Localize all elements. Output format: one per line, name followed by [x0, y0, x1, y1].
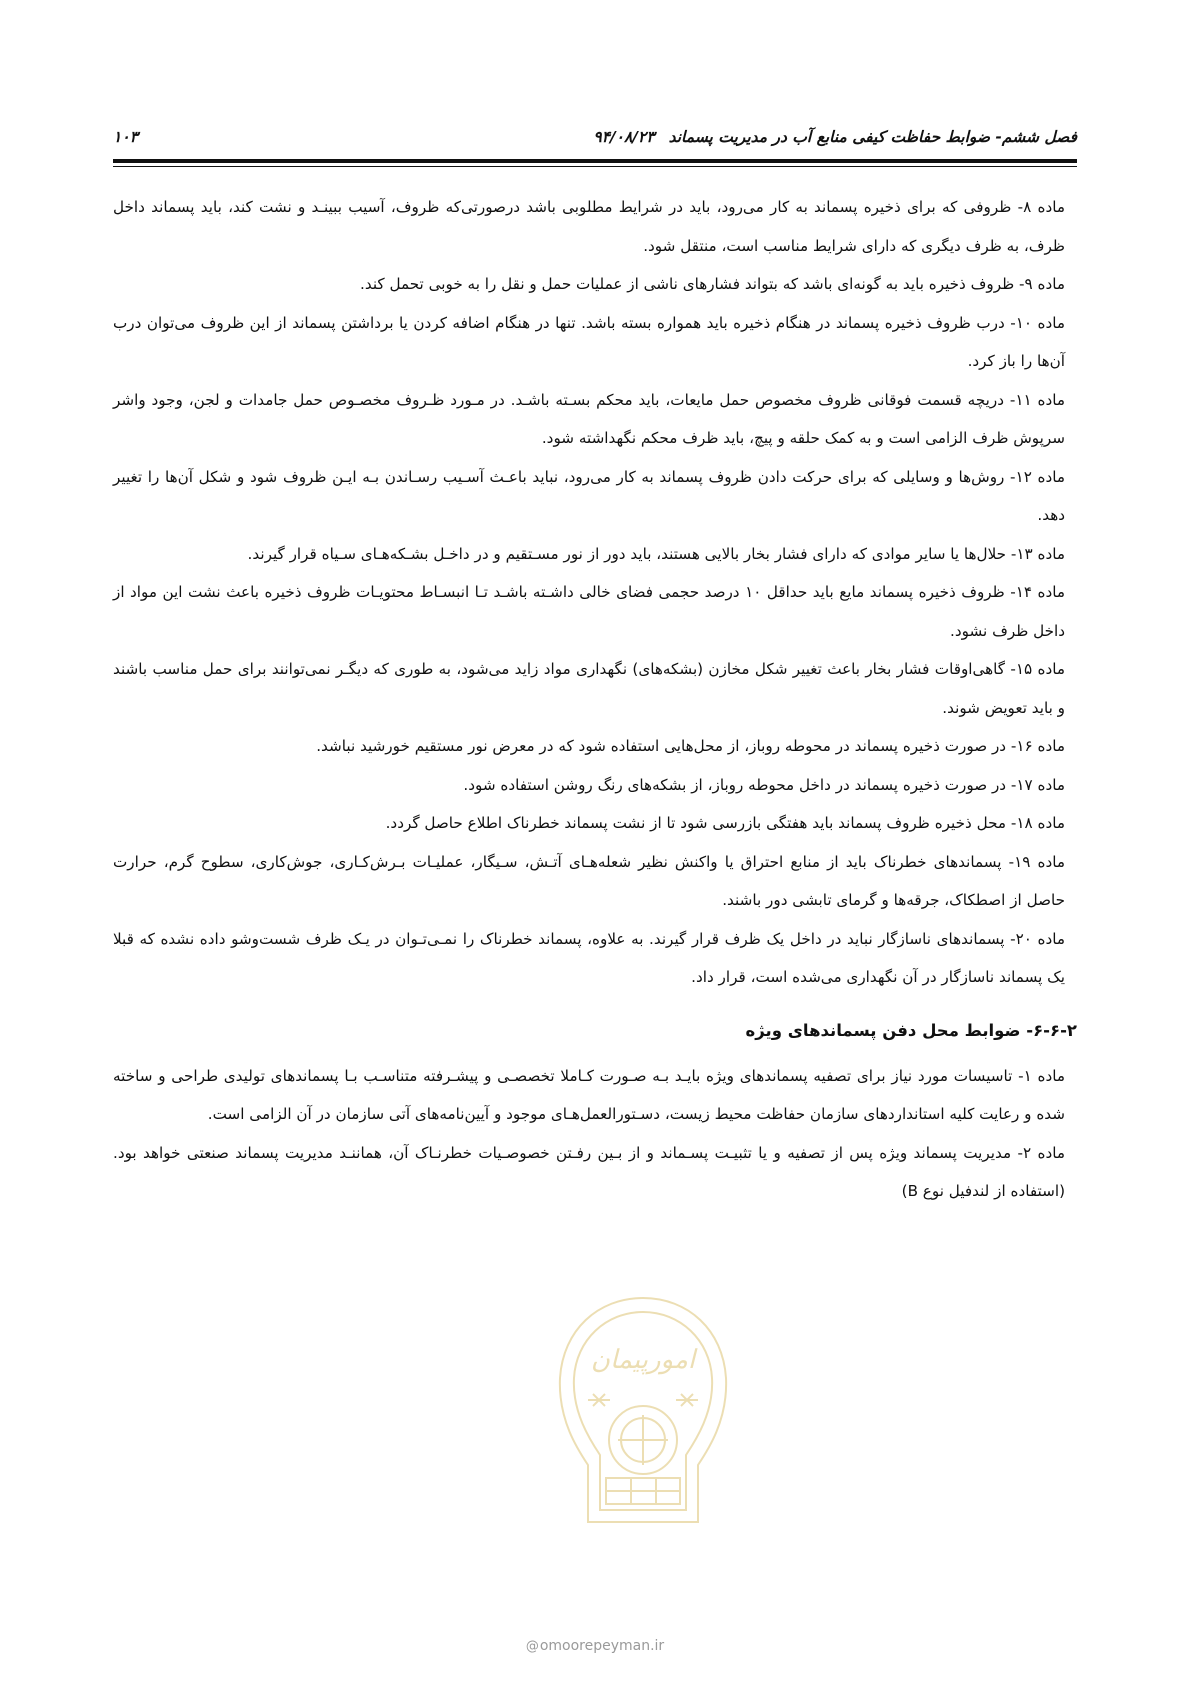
main-content: [113, 188, 1077, 1211]
article-16: ماده ۱۶- در صورت ذخیره پسماند در محوطه روباز، از محل‌هایی استفاده شود که در معرض نور مستقیم خورشید نباشد.: [316, 737, 1065, 755]
article-11: ماده ۱۱- دریچه قسمت فوقانی ظروف مخصوص حمل مایعات، باید محکم بسـته باشـد. در مـورد ظـروف مخصـوص حمل جامدات و لجن، وجود واشر سرپوش ظرف الزامی است و به کمک حلقه و پیچ، باید ظرف محکم نگهداشته شود.: [113, 390, 1065, 447]
page-number: ۱۰۳: [113, 128, 138, 146]
header-date: ۹۴/۰۸/۲۳: [593, 128, 655, 146]
header-title: [593, 128, 1077, 146]
article-18: ماده ۱۸- محل ذخیره ظروف پسماند باید هفتگی بازرسی شود تا از نشت پسماند خطرناک اطلاع حاصل گردد.: [385, 814, 1065, 832]
article-8: ماده ۸- ظروفی که برای ذخیره پسماند به کار می‌رود، باید در شرایط مطلوبی باشد درصورتی‌که ظروف، آسیب ببینـد و نشت کند، باید پسماند داخل ظرف، به ظرف دیگری که دارای شرایط مناسب است، منتقل شود.: [113, 198, 1066, 255]
section-article-2: ماده ۲- مدیریت پسماند ویژه پس از تصفیه و یا تثبیـت پسـماند و از بـین رفـتن خصوصـیات خطرنـاک آن، هماننـد مدیریت پسماند صنعتی خواهد بود.(استفاده از لندفیل نوع B): [113, 1143, 1066, 1200]
header-rule-thick: [113, 159, 1077, 163]
article-13: ماده ۱۳- حلال‌ها یا سایر موادی که دارای فشار بخار بالایی هستند، باید دور از نور مسـتقیم و در داخـل بشـکه‌هـای سـیاه قرار گیرند.: [247, 544, 1065, 563]
article-14: ماده ۱۴- ظروف ذخیره پسماند مایع باید حداقل ۱۰ درصد حجمی فضای خالی داشـته باشـد تـا انبسـاط محتویـات ظروف ذخیره باعث نشت این مواد از داخل ظرف نشود.: [113, 583, 1065, 640]
section-article-1: ماده ۱- تاسیسات مورد نیاز برای تصفیه پسماندهای ویژه بایـد بـه صـورت کـاملا تخصصـی و پیشـرفته متناسـب بـا پسماندهای تولیدی طراحی و ساخته شده و رعایت کلیه استانداردهای سازمان حفاظت محیط زیست، دسـتورالعمل‌هـای موجود و آیین‌نامه‌های آتی سازمان در آن الزامی است.: [113, 1066, 1065, 1123]
article-19: ماده ۱۹- پسماندهای خطرناک باید از منابع احتراق یا واکنش نظیر شعله‌هـای آتـش، سـیگار، عملیـات بـرش‌کـاری، جوش‌کاری، سطوح گرم، حرارت حاصل از اصطکاک، جرقه‌ها و گرمای تابشی دور باشند.: [113, 852, 1065, 909]
header-rule-thin: [113, 166, 1077, 167]
article-17: ماده ۱۷- در صورت ذخیره پسماند در داخل محوطه روباز، از بشکه‌های رنگ روشن استفاده شود.: [463, 775, 1065, 794]
article-10: ماده ۱۰- درب ظروف ذخیره پسماند در هنگام ذخیره باید همواره بسته باشد. تنها در هنگام اضافه کردن یا برداشتن پسماند از این ظروف می‌توان درب آن‌ها را باز کرد.: [113, 313, 1065, 370]
watermark-logo-text: امورپیمان: [590, 1345, 696, 1375]
watermark-site-text: omoorepeyman.ir: [539, 1638, 665, 1654]
article-15: ماده ۱۵- گاهی‌اوقات فشار بخار باعث تغییر شکل مخازن (بشکه‌های) نگهداری مواد زاید می‌شود، به طوری که دیگـر نمی‌توانند برای حمل مناسب باشند و باید تعویض شوند.: [113, 660, 1066, 717]
chapter-title: فصل ششم- ضوابط حفاظت کیفی منابع آب در مدیریت پسماند: [668, 128, 1077, 146]
article-12: ماده ۱۲- روش‌ها و وسایلی که برای حرکت دادن ظروف پسماند به کار می‌رود، نباید باعـث آسـیب رسـاندن بـه ایـن ظروف شود و شکل آن‌ها را تغییر دهد.: [113, 467, 1066, 524]
watermark-logo: [548, 1290, 738, 1540]
at-sign-icon: @: [525, 1639, 539, 1654]
article-20: ماده ۲۰- پسماندهای ناسازگار نباید در داخل یک ظرف قرار گیرند. به علاوه، پسماند خطرناک را نمـی‌تـوان در یـک ظرف شست‌وشو داده نشده که قبلا یک پسماند ناسازگار در آن نگهداری می‌شده است، قرار داد.: [113, 929, 1066, 986]
article-9: ماده ۹- ظروف ذخیره باید به گونه‌ای باشد که بتواند فشارهای ناشی از عملیات حمل و نقل را به خوبی تحمل کند.: [360, 275, 1065, 293]
section-heading: ۶-۶-۲- ضوابط محل دفن پسماندهای ویژه: [745, 1020, 1077, 1040]
page-header: [113, 128, 1077, 158]
watermark-site: [0, 1638, 1190, 1654]
